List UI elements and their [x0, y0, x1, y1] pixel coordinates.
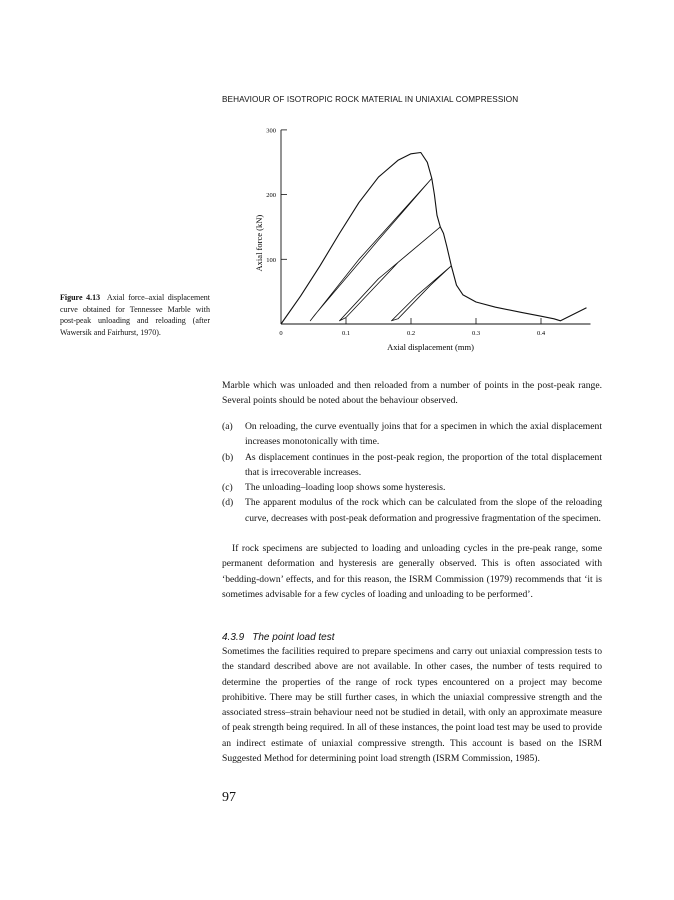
cycles-paragraph: If rock specimens are subjected to loading and unloading cycles in the pre-peak range, some permanent deformation and hysteresis are generally observed. This is often associated with ‘bedding-down’ effects, and for this reason, the ISRM Commission (1979) recommends that ‘it is sometimes advisable for a few cycles of loading and unloading to be performed’.	[222, 543, 602, 600]
figure-caption-text: Axial force–axial displacement curve obtained for Tennessee Marble with post-peak unloading and reloading (after Wawersik and Fairhurst, 1970).	[60, 293, 210, 337]
chart-axes	[281, 130, 591, 324]
main-load-curve	[281, 153, 587, 325]
x-tick-label: 0.1	[341, 330, 351, 337]
running-head: BEHAVIOUR OF ISOTROPIC ROCK MATERIAL IN UNIAXIAL COMPRESSION	[222, 95, 519, 104]
y-axis-label: Axial force (kN)	[254, 214, 264, 272]
figure-label: Figure 4.13	[60, 293, 101, 302]
list-item-text: On reloading, the curve eventually joins that for a specimen in which the axial displacement increases monotonically with time.	[245, 421, 602, 448]
x-axis-label: Axial displacement (mm)	[387, 342, 474, 352]
list-item	[222, 419, 602, 450]
list-marker: (c)	[222, 482, 233, 494]
page-number: 97	[222, 790, 236, 805]
x-tick-label: 0.3	[471, 330, 481, 337]
section-heading	[222, 632, 602, 643]
x-tick-label: 0	[279, 330, 283, 337]
list-marker: (d)	[222, 497, 234, 509]
section-title: The point load test	[252, 632, 335, 643]
figure-caption	[60, 292, 210, 338]
y-tick-label: 100	[266, 256, 276, 264]
list-item	[222, 480, 602, 495]
observation-list	[222, 419, 602, 526]
list-marker: (b)	[222, 451, 234, 463]
list-marker: (a)	[222, 421, 233, 432]
point-load-paragraph: Sometimes the facilities required to prepare specimens and carry out uniaxial compression tests to the standard described above are not available. In other cases, the number of tests required to determine the properties of the range of rock types encountered on a project may become prohibitive. There may be still further cases, in which the uniaxial compressive strength and the associated stress–strain behaviour need not be studied in detail, with only an approximate measure of peak strength being required. In all of these instances, the point load test may be used to provide an indirect estimate of uniaxial compressive strength. This account is based on the ISRM Suggested Method for determining point load strength (ISRM Commission, 1985).	[222, 646, 602, 765]
x-tick-label: 0.2	[406, 330, 416, 337]
list-item	[222, 450, 602, 481]
section-number: 4.3.9	[222, 632, 245, 643]
y-tick-label: 300	[266, 127, 276, 135]
list-item-text: As displacement continues in the post-peak region, the proportion of the total displacement that is irrecoverable increases.	[245, 451, 602, 478]
chart-ticks	[266, 127, 546, 337]
y-tick-label: 200	[266, 192, 276, 200]
x-tick-label: 0.4	[536, 330, 546, 337]
list-item-text: The apparent modulus of the rock which can be calculated from the slope of the reloading curve, decreases with post-peak deformation and progressive fragmentation of the specimen.	[245, 497, 602, 524]
list-item	[222, 495, 602, 526]
chart-curves	[281, 153, 587, 325]
intro-paragraph: Marble which was unloaded and then reloaded from a number of points in the post-peak range. Several points should be noted about the behaviour observed.	[222, 380, 602, 407]
unload-reload-loop	[392, 266, 452, 321]
list-item-text: The unloading–loading loop shows some hysteresis.	[245, 482, 446, 494]
unload-reload-loop	[340, 227, 441, 321]
